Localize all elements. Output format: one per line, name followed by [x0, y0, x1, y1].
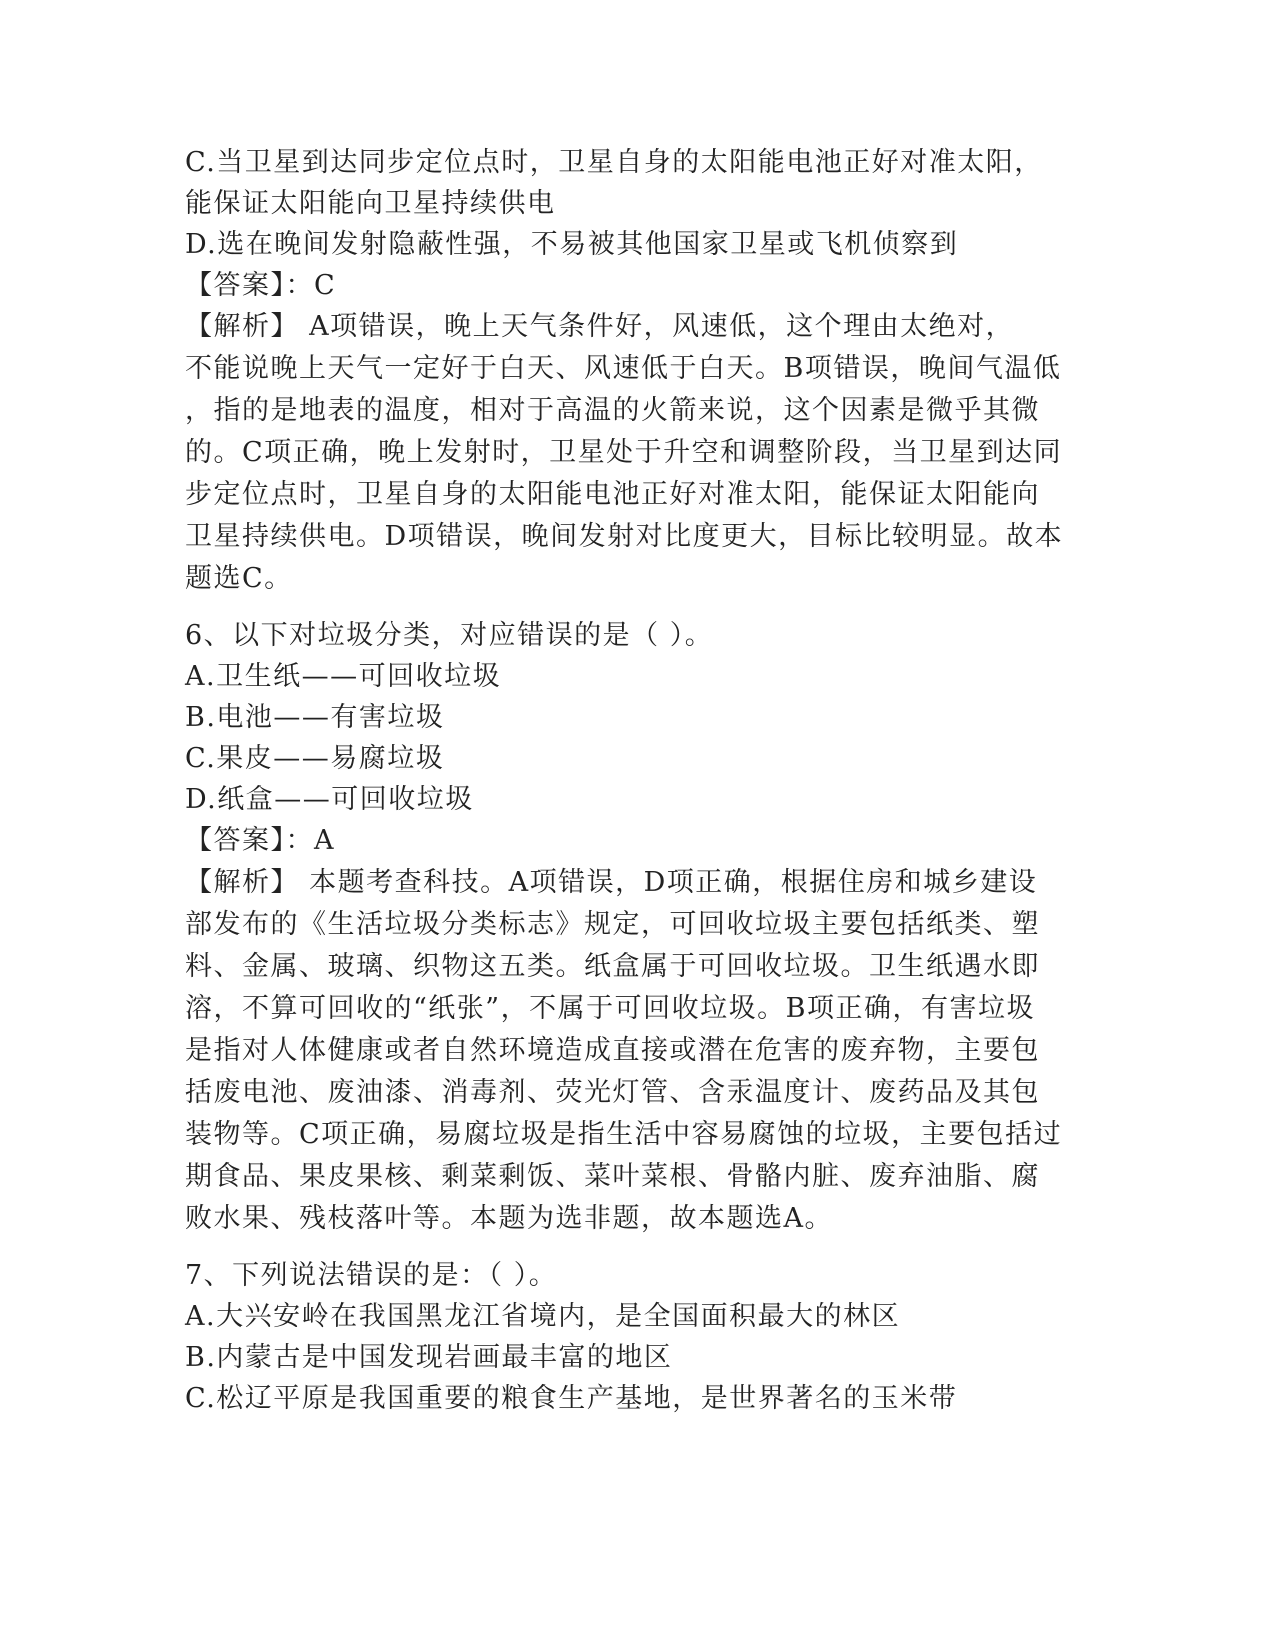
q5-analysis-line-5: 步定位点时，卫星自身的太阳能电池正好对准太阳，能保证太阳能向 — [185, 479, 1040, 510]
q6-option-d: D.纸盒——可回收垃圾 — [185, 784, 474, 815]
q5-analysis-line-1: 【解析】 A项错误，晚上天气条件好，风速低，这个理由太绝对， — [185, 311, 1015, 342]
q7-option-b: B.内蒙古是中国发现岩画最丰富的地区 — [185, 1342, 673, 1373]
q6-question: 6、以下对垃圾分类，对应错误的是（ ）。 — [185, 620, 714, 651]
q5-analysis-line-7: 题选C。 — [185, 563, 293, 594]
q7-option-a: A.大兴安岭在我国黑龙江省境内，是全国面积最大的林区 — [185, 1301, 901, 1332]
q5-analysis-line-6: 卫星持续供电。D项错误，晚间发射对比度更大，目标比较明显。故本 — [185, 521, 1064, 552]
q6-answer: 【答案】：A — [185, 825, 335, 856]
q6-analysis-line-4: 溶，不算可回收的“纸张”，不属于可回收垃圾。B项正确，有害垃圾 — [185, 993, 1035, 1024]
q5-option-c-line-1: C.当卫星到达同步定位点时，卫星自身的太阳能电池正好对准太阳， — [185, 147, 1043, 178]
q6-analysis-line-1: 【解析】 本题考查科技。A项错误，D项正确，根据住房和城乡建设 — [185, 867, 1038, 898]
q5-analysis-line-4: 的。C项正确，晚上发射时，卫星处于升空和调整阶段，当卫星到达同 — [185, 437, 1063, 468]
q6-option-c: C.果皮——易腐垃圾 — [185, 743, 445, 774]
q6-analysis-line-3: 料、金属、玻璃、织物这五类。纸盒属于可回收垃圾。卫生纸遇水即 — [185, 951, 1040, 982]
q5-answer: 【答案】：C — [185, 270, 337, 301]
q7-option-c: C.松辽平原是我国重要的粮食生产基地，是世界著名的玉米带 — [185, 1383, 958, 1414]
q6-analysis-line-5: 是指对人体健康或者自然环境造成直接或潜在危害的废弃物，主要包 — [185, 1035, 1040, 1066]
q5-option-d: D.选在晚间发射隐蔽性强，不易被其他国家卫星或飞机侦察到 — [185, 229, 959, 260]
q6-analysis-line-6: 括废电池、废油漆、消毒剂、荧光灯管、含汞温度计、废药品及其包 — [185, 1077, 1040, 1108]
q6-analysis-line-8: 期食品、果皮果核、剩菜剩饭、菜叶菜根、骨骼内脏、废弃油脂、腐 — [185, 1161, 1040, 1192]
q6-option-b: B.电池——有害垃圾 — [185, 702, 445, 733]
q5-analysis-line-3: ，指的是地表的温度，相对于高温的火箭来说，这个因素是微乎其微 — [185, 395, 1040, 426]
q6-analysis-line-2: 部发布的《生活垃圾分类标志》规定，可回收垃圾主要包括纸类、塑 — [185, 909, 1040, 940]
q6-analysis-line-7: 装物等。C项正确，易腐垃圾是指生活中容易腐蚀的垃圾，主要包括过 — [185, 1119, 1063, 1150]
q7-question: 7、下列说法错误的是：（ ）。 — [185, 1260, 558, 1291]
q6-analysis-line-9: 败水果、残枝落叶等。本题为选非题，故本题选A。 — [185, 1203, 833, 1234]
q6-option-a: A.卫生纸——可回收垃圾 — [185, 661, 502, 692]
q5-option-c-line-2: 能保证太阳能向卫星持续供电 — [185, 188, 556, 219]
q5-analysis-line-2: 不能说晚上天气一定好于白天、风速低于白天。B项错误，晚间气温低 — [185, 353, 1062, 384]
